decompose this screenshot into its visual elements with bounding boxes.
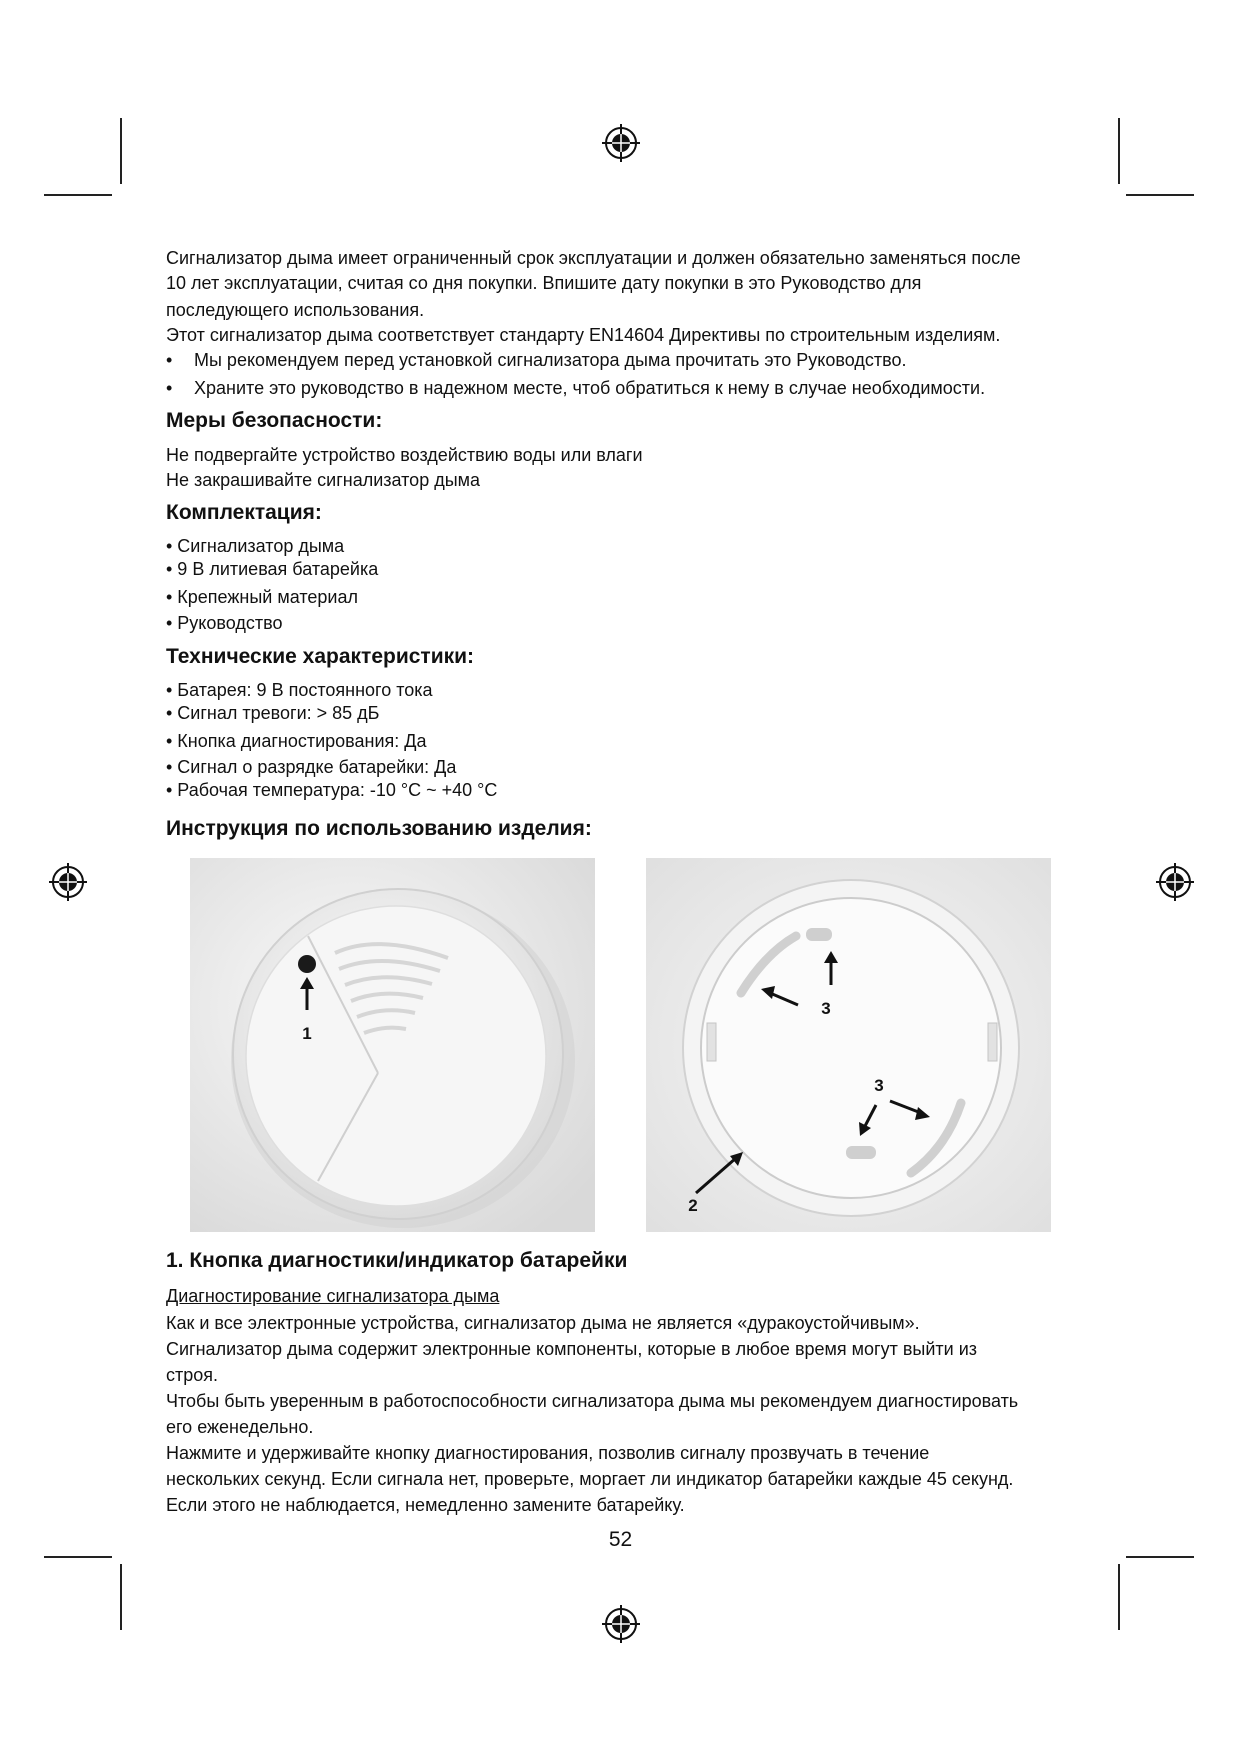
registration-mark-icon (1155, 862, 1195, 902)
body-line: нескольких секунд. Если сигнала нет, проверьте, моргает ли индикатор батарейки каждые 45 секунд. (166, 1469, 1014, 1489)
registration-mark-icon (601, 1604, 641, 1644)
callout-label: 3 (874, 1076, 884, 1095)
body-line: его еженедельно. (166, 1417, 314, 1437)
safety-line: Не закрашивайте сигнализатор дыма (166, 470, 481, 490)
crop-mark (120, 1564, 122, 1630)
detector-front-illustration (190, 858, 595, 1232)
registration-mark-icon (48, 862, 88, 902)
mounting-base-illustration (646, 858, 1051, 1232)
crop-mark (44, 1556, 112, 1558)
usage-heading: Инструкция по использованию изделия: (166, 817, 592, 840)
intro-line: Сигнализатор дыма имеет ограниченный срок эксплуатации и должен обязательно заменяться после (166, 248, 1021, 268)
intro-line: последующего использования. (166, 300, 425, 320)
crop-mark (1126, 194, 1194, 196)
intro-block (166, 246, 1086, 401)
contents-item: • Крепежный материал (166, 587, 358, 607)
intro-bullet: • Мы рекомендуем перед установкой сигнализатора дыма прочитать это Руководство. (166, 348, 1086, 373)
specs-item: • Кнопка диагностирования: Да (166, 731, 427, 751)
callout-label: 1 (302, 1024, 312, 1043)
specs-item: • Батарея: 9 В постоянного тока (166, 680, 433, 700)
mounting-base-photo (646, 858, 1051, 1232)
contents-heading: Комплектация: (166, 501, 322, 524)
intro-line: 10 лет эксплуатации, считая со дня покупки. Впишите дату покупки в это Руководство для (166, 273, 922, 293)
contents-item: • Сигнализатор дыма (166, 536, 345, 556)
crop-mark (120, 118, 122, 184)
crop-mark (1126, 1556, 1194, 1558)
intro-bullet: • Храните это руководство в надежном месте, чтоб обратиться к нему в случае необходимости. (166, 376, 1086, 401)
body-line: Чтобы быть уверенным в работоспособности сигнализатора дыма мы рекомендуем диагностировать (166, 1391, 1019, 1411)
crop-mark (44, 194, 112, 196)
registration-mark-icon (601, 123, 641, 163)
bullet-icon: • (166, 350, 173, 370)
specs-heading: Технические характеристики: (166, 645, 475, 668)
safety-line: Не подвергайте устройство воздействию воды или влаги (166, 445, 643, 465)
section1-subheading: Диагностирование сигнализатора дыма (166, 1286, 500, 1306)
specs-item: • Сигнал о разрядке батарейки: Да (166, 757, 457, 777)
crop-mark (1118, 1564, 1120, 1630)
safety-heading: Меры безопасности: (166, 409, 383, 432)
intro-line: Этот сигнализатор дыма соответствует стандарту EN14604 Директивы по строительным изделиям. (166, 325, 1001, 345)
specs-item: • Сигнал тревоги: > 85 дБ (166, 703, 380, 723)
body-line: Если этого не наблюдается, немедленно замените батарейку. (166, 1495, 685, 1515)
body-line: Нажмите и удерживайте кнопку диагностирования, позволив сигналу прозвучать в течение (166, 1443, 930, 1463)
body-line: Сигнализатор дыма содержит электронные компоненты, которые в любое время могут выйти из (166, 1339, 978, 1359)
contents-item: • 9 В литиевая батарейка (166, 559, 379, 579)
callout-label: 3 (821, 999, 831, 1018)
contents-item: • Руководство (166, 613, 283, 633)
bullet-icon: • (166, 378, 173, 398)
section1-body (166, 1310, 1086, 1518)
specs-item: • Рабочая температура: -10 °C ~ +40 °C (166, 780, 498, 800)
detector-front-photo (190, 858, 595, 1232)
body-line: строя. (166, 1365, 219, 1385)
section1-heading: 1. Кнопка диагностики/индикатор батарейки (166, 1249, 628, 1272)
body-line: Как и все электронные устройства, сигнализатор дыма не является «дуракоустойчивым». (166, 1313, 920, 1333)
page-number: 52 (608, 1528, 633, 1551)
crop-mark (1118, 118, 1120, 184)
callout-label: 2 (688, 1196, 698, 1215)
